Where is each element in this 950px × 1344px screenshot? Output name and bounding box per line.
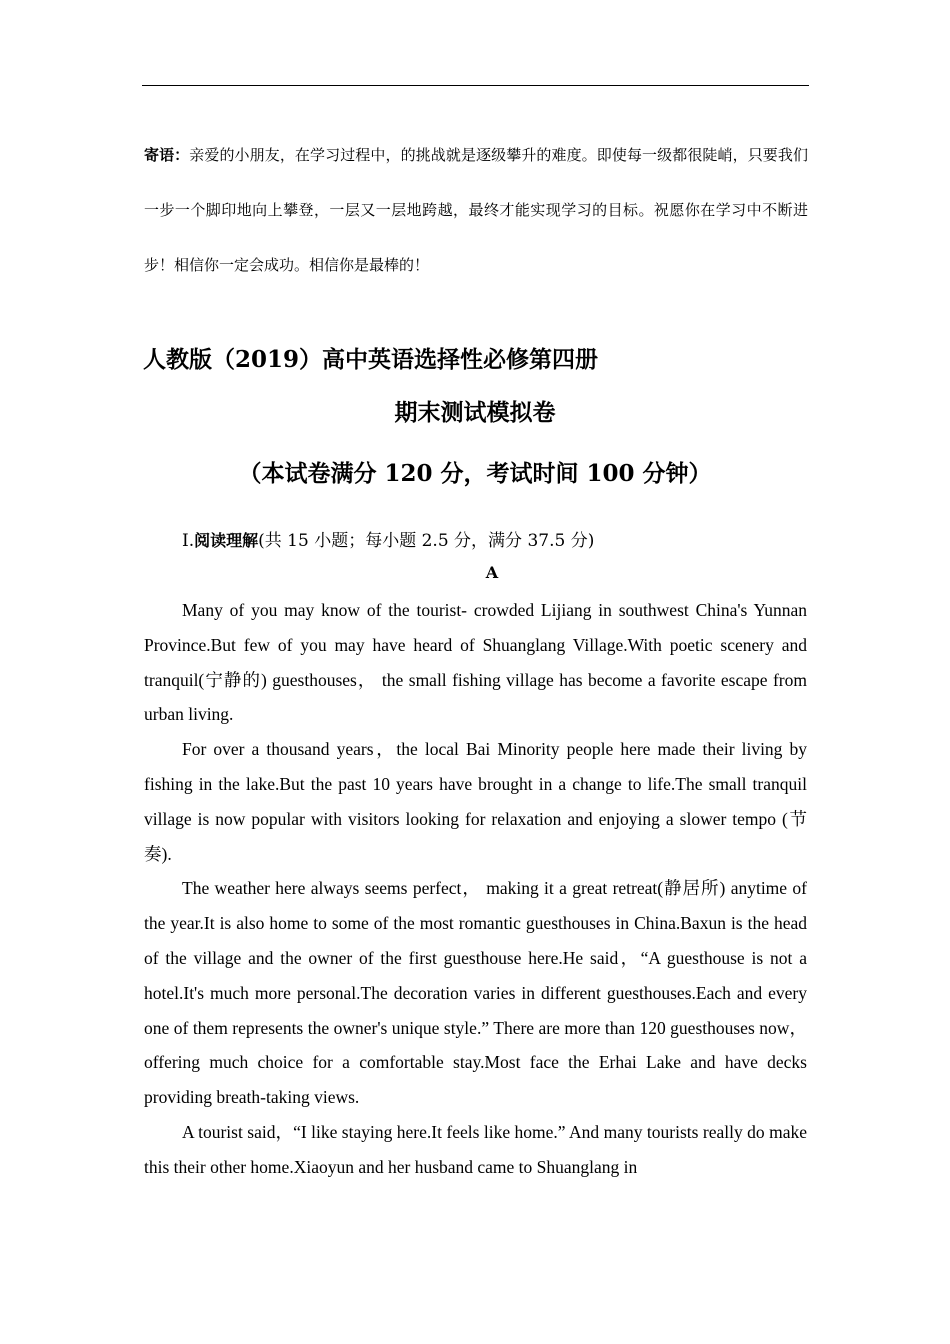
exam-title-line2: 期末测试模拟卷 [394, 399, 556, 426]
section-number: Ⅰ. [182, 531, 195, 551]
exam-subtitle: （本试卷满分 120 分，考试时间 100 分钟） [238, 460, 712, 487]
blessing-note [144, 128, 808, 293]
section-title: 阅读理解 [194, 531, 259, 550]
blessing-text: 亲爱的小朋友，在学习过程中，的挑战就是逐级攀升的难度。即使每一级都很陡峭，只要我们一步一个脚印地向上攀登，一层又一层地跨越，最终才能实现学习的目标。祝愿你在学习中不断进步！相信你一定会成功。相信你是最棒的！ [144, 146, 808, 274]
paragraph: A tourist said，“I like staying here.It feels like home.” And many tourists really do make this their other home.Xiaoyun and her husband came to Shuanglang in [144, 1121, 807, 1177]
passage-body [144, 593, 807, 1185]
paragraph: Many of you may know of the tourist- crowded Lijiang in southwest China's Yunnan Province.But few of you may have heard of Shuanglang Village.With poetic scenery and tranquil(宁静的) guesthouses， the small fishing village has become a favorite escape from urban living. [144, 600, 807, 725]
header-rule [142, 85, 809, 86]
section-heading [182, 526, 594, 551]
paragraph: The weather here always seems perfect， making it a great retreat(静居所) anytime of the year.It is also home to some of the most romantic guesthouses in China.Baxun is the head of the village and the owner of the first guesthouse here.He said，“A guesthouse is not a hotel.It's much more personal.The decoration varies in different guesthouses.Each and every one of them represents the owner's unique style.” There are more than 120 guesthouses now， offering much choice for a comfortable stay.Most face the Erhai Lake and have decks providing breath-taking views. [144, 878, 807, 1108]
section-info: (共 15 小题；每小题 2.5 分，满分 37.5 分) [258, 531, 595, 551]
paragraph: For over a thousand years，the local Bai Minority people here made their living by fishing in the lake.But the past 10 years have brought in a change to life.The small tranquil village is now popular with visitors looking for relaxation and enjoying a slower tempo (节奏). [144, 739, 807, 864]
blessing-label: 寄语： [144, 146, 190, 164]
passage-letter: A [485, 563, 499, 582]
exam-title: 人教版（2019）高中英语选择性必修第四册 [143, 346, 599, 373]
